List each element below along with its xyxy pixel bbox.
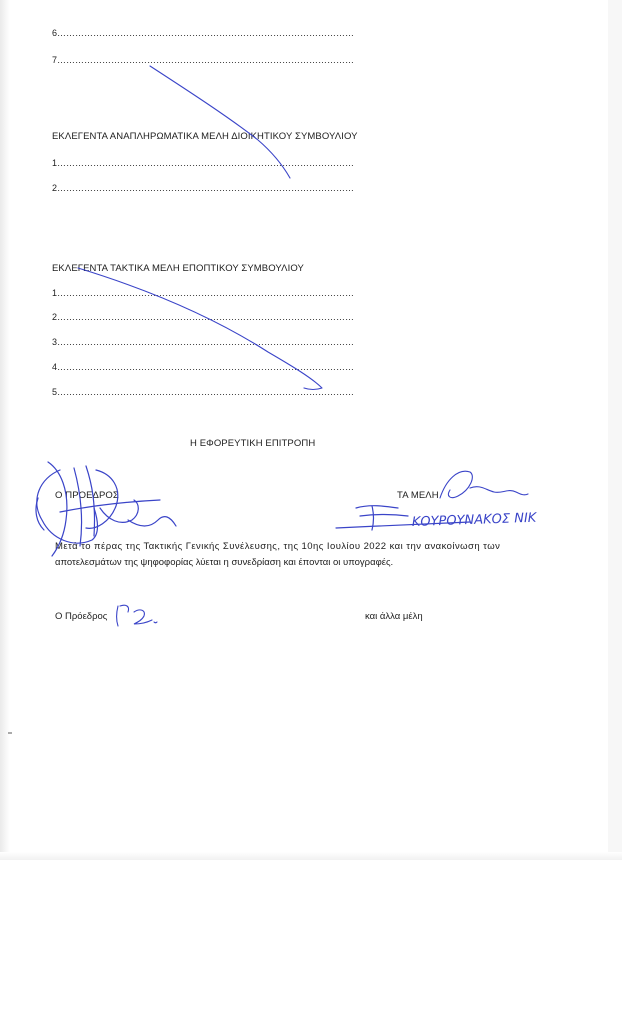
supervisory-board-heading: ΕΚΛΕΓΕΝΤΑ ΤΑΚΤΙΚΑ ΜΕΛΗ ΕΠΟΠΤΙΚΟΥ ΣΥΜΒΟΥΛΙΟΥ xyxy=(52,263,304,274)
alternate-line-1: 1……………………………………………………………………………………… xyxy=(52,158,355,168)
alternate-board-heading: ΕΚΛΕΓΕΝΤΑ ΑΝΑΠΛΗΡΩΜΑΤΙΚΑ ΜΕΛΗ ΔΙΟΙΚΗΤΙΚΟΥ ΣΥΜΒΟΥΛΙΟΥ xyxy=(52,131,358,142)
alternate-line-2: 2……………………………………………………………………………………… xyxy=(52,183,355,193)
member-signature xyxy=(440,471,528,498)
supervisory-line-1: 1……………………………………………………………………………………… xyxy=(52,288,355,298)
president-initials xyxy=(117,605,158,626)
committee-heading: Η ΕΦΟΡΕΥΤΙΚΗ ΕΠΙΤΡΟΠΗ xyxy=(190,438,316,449)
supervisory-line-2: 2……………………………………………………………………………………… xyxy=(52,312,355,322)
closing-line-2: αποτελεσμάτων της ψηφοφορίας λύεται η συνεδρίαση και έπονται οι υπογραφές. xyxy=(55,557,394,568)
director-line-7: 7……………………………………………………………………………………… xyxy=(52,55,355,65)
members-label: ΤΑ ΜΕΛΗ xyxy=(397,490,439,501)
strike-out-mark xyxy=(150,66,290,178)
president-label: Ο Πρόεδρος xyxy=(55,611,108,622)
chair-signature xyxy=(36,462,176,556)
handwritten-member-name: ΚΟΥΡΟΥΝΑΚΟΣ ΝΙΚ xyxy=(411,510,537,530)
closing-line-1: Μετά το πέρας της Τακτικής Γενικής Συνέλευσης, της 10ης Ιουλίου 2022 και την ανακοίνωση των xyxy=(55,541,501,552)
strike-out-mark xyxy=(78,268,322,390)
director-line-6: 6……………………………………………………………………………………… xyxy=(52,28,355,38)
supervisory-line-3: 3……………………………………………………………………………………… xyxy=(52,337,355,347)
supervisory-line-4: 4……………………………………………………………………………………… xyxy=(52,362,355,372)
supervisory-line-5: 5……………………………………………………………………………………… xyxy=(52,387,355,397)
other-members-label: και άλλα μέλη xyxy=(365,611,423,622)
chair-label: Ο ΠΡΟΕΔΡΟΣ xyxy=(55,490,119,501)
